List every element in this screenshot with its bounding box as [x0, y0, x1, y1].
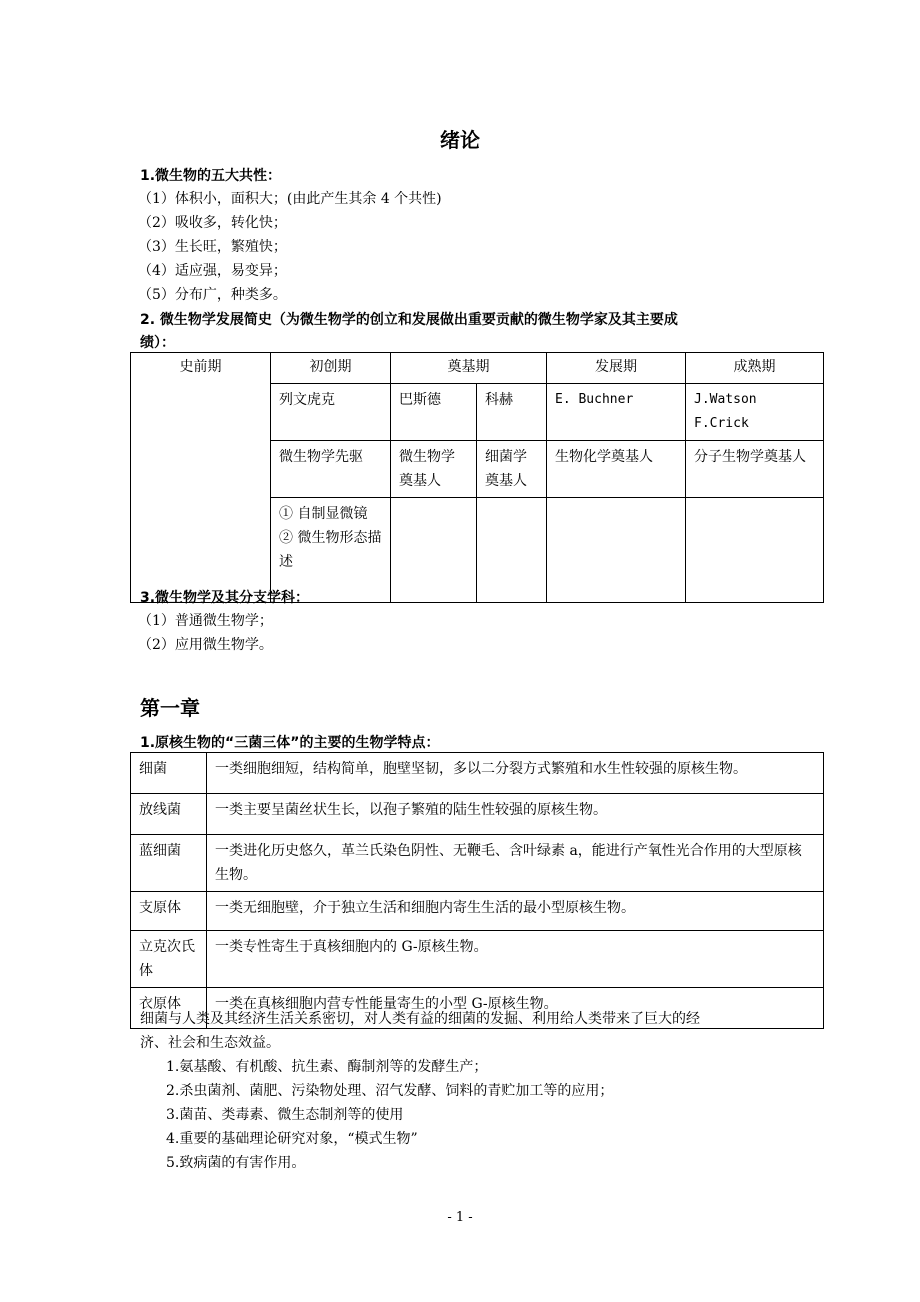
history-table-header: 发展期 [547, 353, 686, 384]
history-table-cell: E. Buchner [547, 384, 686, 441]
history-table-cell-line: ① 自制显微镜 [279, 506, 368, 522]
prokaryote-table [130, 752, 824, 1029]
prokaryote-desc: 一类专性寄生于真核细胞内的 G-原核生物。 [207, 931, 824, 988]
section1-item: （4）适应强，易变异； [138, 263, 287, 279]
history-table-cell: 细菌学奠基人 [477, 441, 547, 498]
history-table-header: 史前期 [131, 353, 271, 603]
list-item: 1.氨基酸、有机酸、抗生素、酶制剂等的发酵生产； [166, 1059, 488, 1075]
prokaryote-desc: 一类无细胞壁，介于独立生活和细胞内寄生生活的最小型原核生物。 [207, 892, 824, 931]
prokaryote-row [131, 753, 824, 794]
page-title: 绪论 [440, 128, 480, 152]
history-table-cell: 列文虎克 [271, 384, 391, 441]
paragraph-line: 济、社会和生态效益。 [140, 1035, 280, 1051]
prokaryote-desc: 一类细胞细短，结构简单，胞壁坚韧，多以二分裂方式繁殖和水生性较强的原核生物。 [207, 753, 824, 794]
history-table-cell-line: F.Crick [694, 416, 749, 431]
section1-item: （3）生长旺，繁殖快； [138, 239, 287, 255]
history-table-cell: 生物化学奠基人 [547, 441, 686, 498]
prokaryote-row [131, 835, 824, 892]
prokaryote-row [131, 931, 824, 988]
section3-item: （1）普通微生物学； [138, 613, 273, 629]
section3-heading: 3.微生物学及其分支学科： [140, 590, 310, 606]
page-number: - 1 - [447, 1210, 473, 1225]
chapter1-heading: 1.原核生物的“三菌三体”的主要的生物学特点： [140, 735, 440, 751]
prokaryote-name: 立克次氏体 [131, 931, 207, 988]
list-item: 5.致病菌的有害作用。 [166, 1155, 306, 1171]
history-table-cell [686, 384, 824, 441]
prokaryote-name: 蓝细菌 [131, 835, 207, 892]
history-table-cell [547, 498, 686, 603]
history-table [130, 352, 824, 603]
prokaryote-name: 放线菌 [131, 794, 207, 835]
section3-item: （2）应用微生物学。 [138, 637, 273, 653]
paragraph-line: 细菌与人类及其经济生活关系密切，对人类有益的细菌的发掘、利用给人类带来了巨大的经 [140, 1011, 700, 1027]
prokaryote-row [131, 794, 824, 835]
chapter-title: 第一章 [140, 696, 200, 720]
section1-heading: 1.微生物的五大共性： [140, 168, 282, 184]
prokaryote-desc: 一类主要呈菌丝状生长，以孢子繁殖的陆生性较强的原核生物。 [207, 794, 824, 835]
section2-heading-line1: 2. 微生物学发展简史（为微生物学的创立和发展做出重要贡献的微生物学家及其主要成 [140, 312, 678, 328]
prokaryote-name: 细菌 [131, 753, 207, 794]
history-table-header: 初创期 [271, 353, 391, 384]
history-table-cell [477, 498, 547, 603]
prokaryote-name: 衣原体 [131, 988, 207, 1029]
history-table-cell: 微生物学先驱 [271, 441, 391, 498]
history-table-cell: 科赫 [477, 384, 547, 441]
list-item: 2.杀虫菌剂、菌肥、污染物处理、沼气发酵、饲料的青贮加工等的应用； [166, 1083, 614, 1099]
prokaryote-name: 支原体 [131, 892, 207, 931]
history-table-header-row [131, 353, 824, 384]
history-table-cell [391, 498, 477, 603]
list-item: 3.菌苗、类毒素、微生态制剂等的使用 [166, 1107, 404, 1123]
history-table-cell [686, 498, 824, 603]
history-table-cell-line: ② 微生物形态描述 [279, 530, 382, 570]
history-table-cell-line: J.Watson [694, 392, 757, 407]
section1-item: （2）吸收多，转化快； [138, 215, 287, 231]
prokaryote-row [131, 892, 824, 931]
section1-item: （1）体积小，面积大；(由此产生其余 4 个共性) [138, 191, 442, 207]
section2-heading-line2: 绩）： [140, 335, 175, 351]
list-item: 4.重要的基础理论研究对象，“模式生物” [166, 1131, 418, 1147]
history-table-header: 奠基期 [391, 353, 547, 384]
prokaryote-desc: 一类进化历史悠久，革兰氏染色阴性、无鞭毛、含叶绿素 a，能进行产氧性光合作用的大型原核生物。 [207, 835, 824, 892]
history-table-cell: 巴斯德 [391, 384, 477, 441]
history-table-cell: 微生物学奠基人 [391, 441, 477, 498]
section1-item: （5）分布广，种类多。 [138, 287, 287, 303]
history-table-header: 成熟期 [686, 353, 824, 384]
prokaryote-desc: 一类在真核细胞内营专性能量寄生的小型 G-原核生物。 [207, 988, 824, 1029]
history-table-cell: 分子生物学奠基人 [686, 441, 824, 498]
